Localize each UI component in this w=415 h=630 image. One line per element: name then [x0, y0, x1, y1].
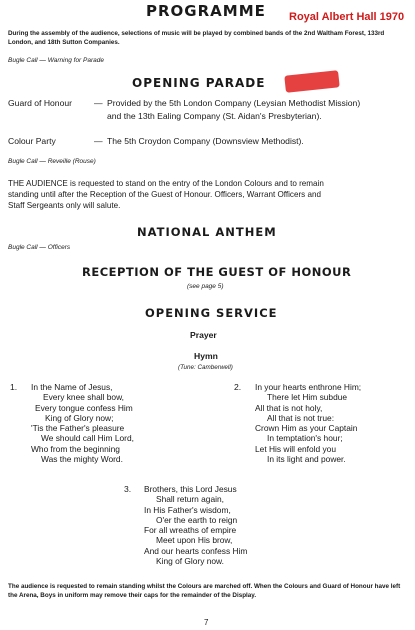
- verse-1-line: Every knee shall bow,: [43, 392, 125, 403]
- closing-notice: The audience is requested to remain standing whilst the Colours are marched off. When the Colours and Guard of Honour have left the Arena, Boys in uniform may remove their caps for the remainder of the Display.: [8, 583, 401, 599]
- verse-2-line: All that is not true:: [267, 412, 335, 423]
- prayer-label: Prayer: [190, 330, 217, 340]
- bugle-call-warning: Bugle Call — Warning for Parade: [8, 57, 104, 64]
- verse-1-number: 1.: [10, 382, 18, 392]
- programme-heading: PROGRAMME: [146, 2, 266, 20]
- opening-service-heading: OPENING SERVICE: [145, 306, 278, 320]
- verse-3-line: And our hearts confess Him: [144, 545, 248, 556]
- verse-1: [31, 382, 134, 464]
- verse-3-line: In His Father's wisdom,: [144, 504, 231, 515]
- colour-party-text: The 5th Croydon Company (Downsview Methodist).: [107, 136, 304, 146]
- verse-3-number: 3.: [124, 484, 132, 494]
- verse-3: [144, 484, 247, 566]
- bugle-call-officers: Bugle Call — Officers: [8, 244, 71, 251]
- bugle-call-reveille: Bugle Call — Reveille (Rouse): [8, 158, 96, 165]
- verse-3-line: King of Glory now.: [156, 556, 224, 567]
- verse-1-line: 'Tis the Father's pleasure: [31, 423, 125, 434]
- colour-dash: —: [94, 136, 103, 146]
- national-anthem-heading: NATIONAL ANTHEM: [137, 225, 277, 239]
- guard-of-honour-label: Guard of Honour: [8, 98, 73, 108]
- red-mark: [284, 70, 339, 93]
- verse-1-line: In the Name of Jesus,: [31, 382, 113, 392]
- hymn-label: Hymn: [194, 351, 218, 361]
- verse-1-line: Every tongue confess Him: [35, 402, 133, 413]
- verse-2-line: All that is not holy,: [255, 402, 323, 413]
- hymn-tune: (Tune: Camberwell): [178, 364, 233, 371]
- guard-of-honour-line-2: and the 13th Ealing Company (St. Aidan's Presbyterian).: [107, 111, 322, 121]
- colour-party-label: Colour Party: [8, 136, 56, 146]
- verse-3-line: For all wreaths of empire: [144, 525, 237, 536]
- reception-note: (see page 5): [187, 283, 224, 290]
- guard-dash: —: [94, 98, 103, 108]
- opening-parade-heading: OPENING PARADE: [132, 76, 266, 90]
- guard-of-honour-line-1: Provided by the 5th London Company (Leysian Methodist Mission): [107, 98, 361, 108]
- verse-3-line: Brothers, this Lord Jesus: [144, 484, 237, 494]
- verse-3-line: Shall return again,: [156, 494, 224, 505]
- reception-heading: RECEPTION OF THE GUEST OF HONOUR: [82, 265, 352, 279]
- verse-2-line: In temptation's hour;: [267, 433, 343, 444]
- venue-tag: Royal Albert Hall 1970: [289, 11, 405, 23]
- verse-1-line: King of Glory now;: [45, 412, 114, 423]
- verse-3-line: Meet upon His brow,: [156, 535, 233, 546]
- verse-3-line: O'er the earth to reign: [156, 514, 238, 525]
- intro-text: During the assembly of the audience, selections of music will be played by combined bands of the 2nd Waltham Forest, 133rd London, and 18th Sutton Companies.: [8, 30, 385, 46]
- verse-2: [255, 382, 361, 464]
- audience-notice-2: standing until after the Reception of the Guest of Honour. Officers, Warrant Officers and: [8, 190, 321, 199]
- audience-notice-3: Staff Sergeants only will salute.: [8, 201, 121, 210]
- verse-1-line: Who from the beginning: [31, 443, 120, 454]
- verse-2-line: In your hearts enthrone Him;: [255, 382, 362, 392]
- verse-2-line: Crown Him as your Captain: [255, 423, 358, 434]
- verse-2-line: In its light and power.: [267, 454, 346, 465]
- verse-2-number: 2.: [234, 382, 242, 392]
- audience-notice-1: THE AUDIENCE is requested to stand on the entry of the London Colours and to remain: [8, 179, 324, 188]
- verse-1-line: Was the mighty Word.: [41, 454, 123, 465]
- page-number: 7: [204, 618, 209, 627]
- verse-2-line: Let His will enfold you: [255, 443, 336, 454]
- verse-1-line: We should call Him Lord,: [41, 433, 134, 444]
- verse-2-line: There let Him subdue: [267, 392, 348, 403]
